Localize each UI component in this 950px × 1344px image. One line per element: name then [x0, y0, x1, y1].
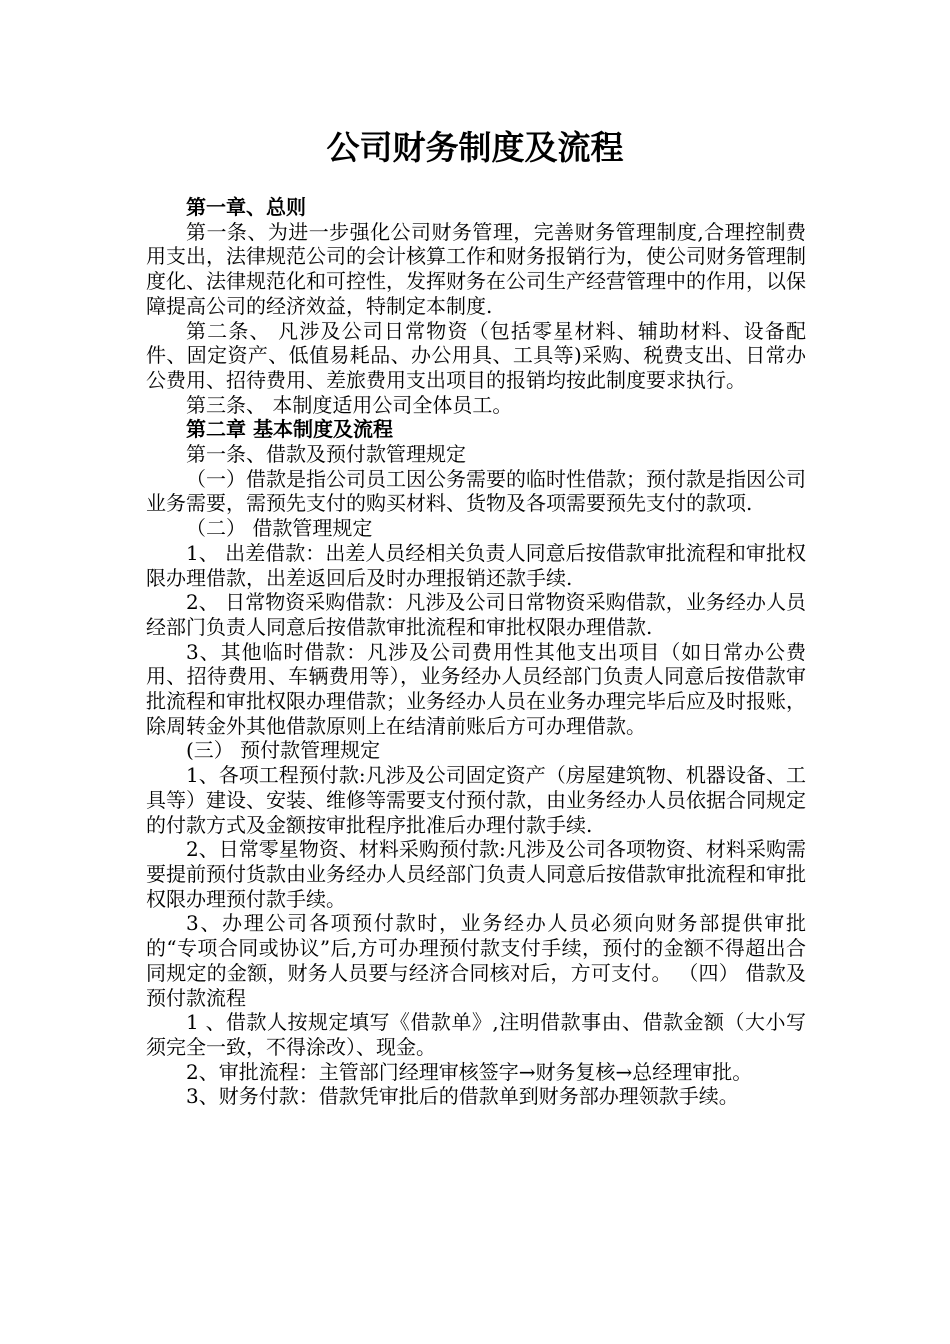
paragraph: 2、日常零星物资、材料采购预付款:凡涉及公司各项物资、材料采购需要提前预付货款由业务经办人员经部门负责人同意后按借款审批流程和审批权限办理预付款手续。	[146, 837, 806, 911]
paragraph: 第二条、 凡涉及公司日常物资（包括零星材料、辅助材料、设备配件、固定资产、低值易耗品、办公用具、工具等)采购、税费支出、日常办公费用、招待费用、差旅费用支出项目的报销均按此制度要求执行。	[146, 318, 806, 392]
paragraph: 1、各项工程预付款:凡涉及公司固定资产（房屋建筑物、机器设备、工具等）建设、安装、维修等需要支付预付款，由业务经办人员依据合同规定的付款方式及金额按审批程序批准后办理付款手续.	[146, 763, 806, 837]
paragraph: （一）借款是指公司员工因公务需要的临时性借款；预付款是指因公司业务需要，需预先支付的购买材料、货物及各项需要预先支付的款项.	[146, 466, 806, 516]
document-body	[146, 195, 806, 1109]
paragraph: 1、 出差借款：出差人员经相关负责人同意后按借款审批流程和审批权限办理借款，出差返回后及时办理报销还款手续.	[146, 540, 806, 590]
paragraph: 2、审批流程：主管部门经理审核签字→财务复核→总经理审批。	[186, 1059, 753, 1084]
chapter-heading: 第二章 基本制度及流程	[186, 417, 393, 442]
paragraph: 第三条、 本制度适用公司全体员工。	[186, 392, 513, 417]
paragraph: 1 、借款人按规定填写《借款单》,注明借款事由、借款金额（大小写须完全一致，不得涂改）、现金。	[146, 1010, 806, 1059]
paragraph: (三） 预付款管理规定	[186, 738, 381, 763]
paragraph: 第一条、为进一步强化公司财务管理，完善财务管理制度,合理控制费用支出，法律规范公司的会计核算工作和财务报销行为，使公司财务管理制度化、法律规范化和可控性，发挥财务在公司生产经营管理中的作用，以保障提高公司的经济效益，特制定本制度.	[146, 219, 806, 318]
paragraph: 3、其他临时借款：凡涉及公司费用性其他支出项目（如日常办公费用、招待费用、车辆费用等），业务经办人员经部门负责人同意后按借款审批流程和审批权限办理借款；业务经办人员在业务办理完毕后应及时报账，除周转金外其他借款原则上在结清前账后方可办理借款。	[146, 639, 806, 738]
paragraph: 3、财务付款：借款凭审批后的借款单到财务部办理领款手续。	[186, 1084, 739, 1109]
paragraph: 3、办理公司各项预付款时，业务经办人员必须向财务部提供审批的“专项合同或协议”后,方可办理预付款支付手续，预付的金额不得超出合同规定的金额，财务人员要与经济合同核对后，方可支付。 （四） 借款及预付款流程	[146, 911, 806, 1010]
paragraph: （二） 借款管理规定	[186, 516, 373, 541]
paragraph: 第一条、借款及预付款管理规定	[186, 442, 466, 467]
paragraph: 2、 日常物资采购借款：凡涉及公司日常物资采购借款，业务经办人员经部门负责人同意后按借款审批流程和审批权限办理借款.	[146, 590, 806, 639]
chapter-heading: 第一章、总则	[186, 195, 306, 219]
document-title: 公司财务制度及流程	[326, 128, 624, 167]
